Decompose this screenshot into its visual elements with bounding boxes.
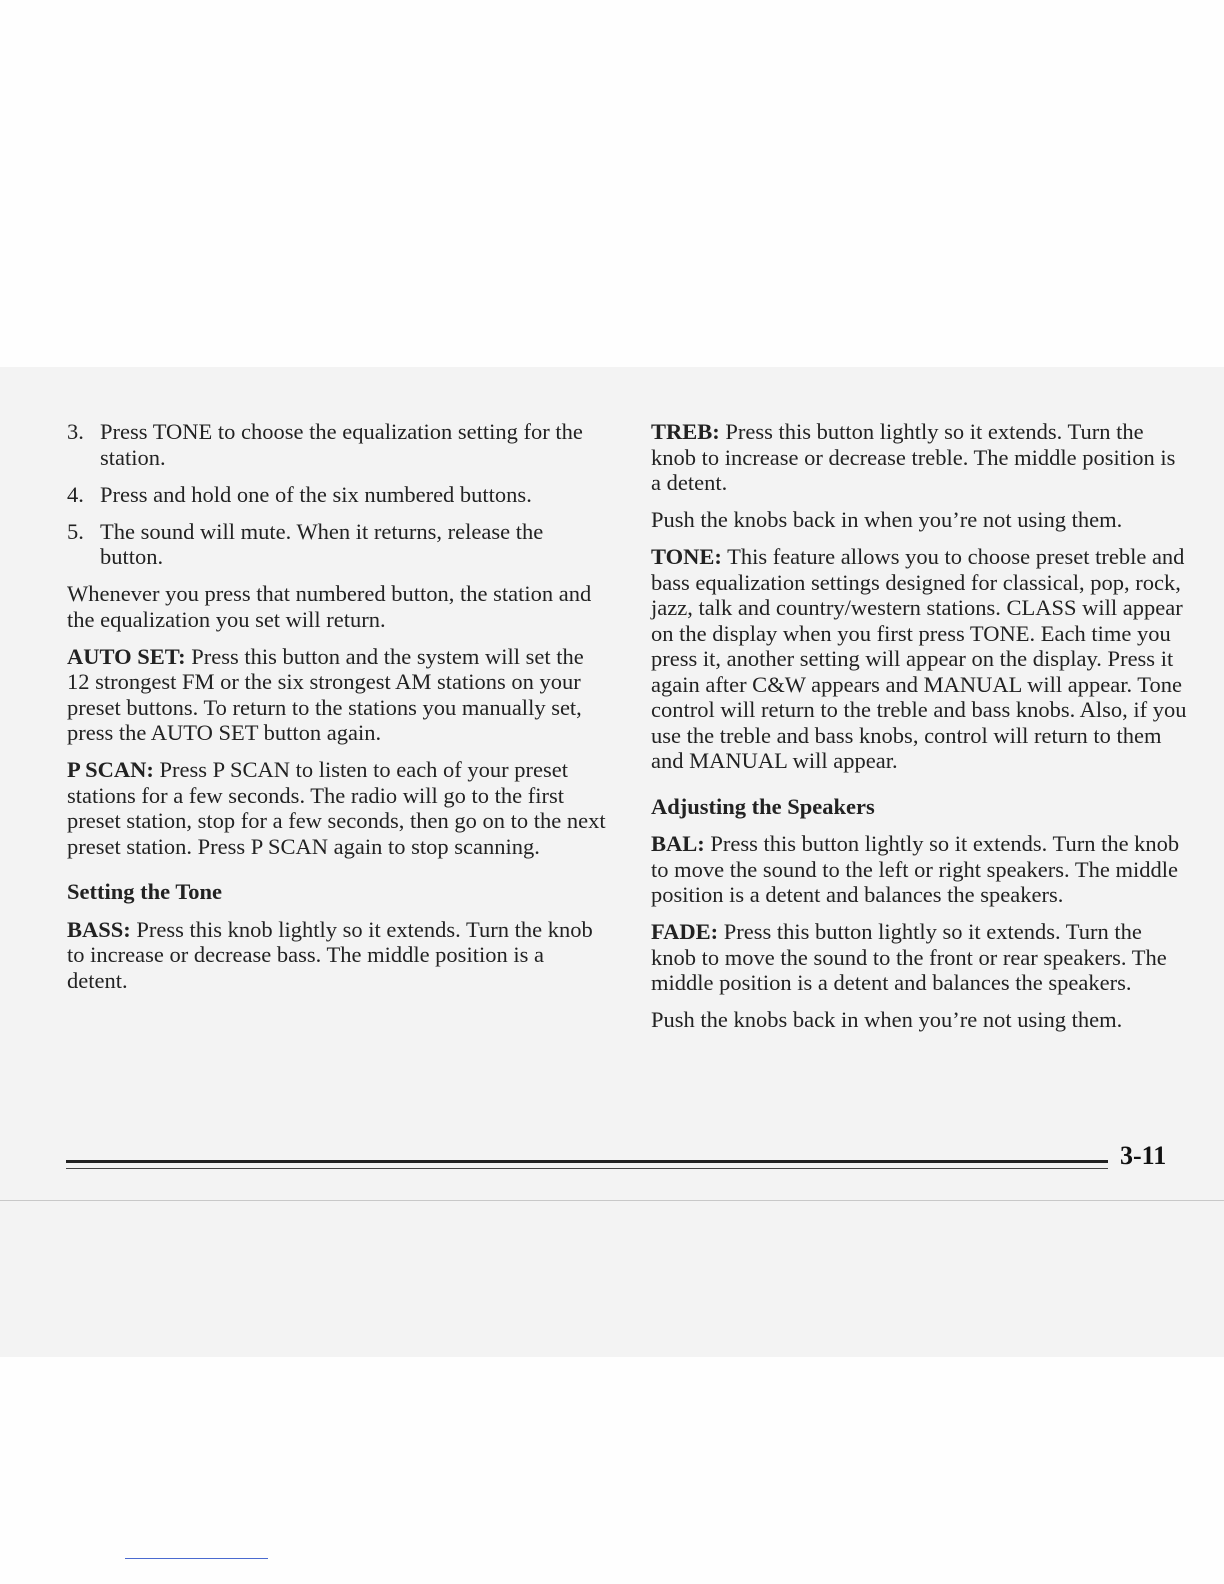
auto-set-term: AUTO SET:	[67, 643, 186, 669]
push-knobs-paragraph: Push the knobs back in when you’re not using them.	[651, 507, 1123, 532]
tone-term: TONE:	[651, 544, 722, 569]
bal-paragraph	[651, 831, 1191, 908]
step-text: Press TONE to choose the equalization setting for the station.	[100, 419, 583, 470]
p-scan-term: P SCAN:	[67, 757, 154, 782]
right-column	[651, 419, 1191, 1044]
fade-paragraph	[651, 919, 1191, 996]
treb-text: Press this button lightly so it extends. Turn the knob to increase or decrease treble. The middle position is a detent.	[651, 419, 1176, 495]
footer-rule-thick	[66, 1160, 1108, 1163]
setting-tone-heading: Setting the Tone	[67, 879, 223, 904]
bass-paragraph	[67, 917, 607, 994]
fade-text: Press this button lightly so it extends. Turn the knob to move the sound to the front or rear speakers. The middle position is a detent and balances the speakers.	[651, 919, 1167, 995]
bal-term: BAL:	[651, 831, 705, 856]
treb-paragraph	[651, 419, 1191, 496]
bass-text: Press this knob lightly so it extends. Turn the knob to increase or decrease bass. The middle position is a detent.	[67, 916, 593, 993]
step-text: Press and hold one of the six numbered buttons.	[100, 481, 532, 507]
bass-term: BASS:	[67, 916, 131, 942]
left-column	[67, 419, 607, 1005]
bal-text: Press this button lightly so it extends. Turn the knob to move the sound to the left or right speakers. The middle position is a detent and balances the speakers.	[651, 831, 1180, 907]
list-item	[67, 482, 607, 508]
tone-text: This feature allows you to choose preset treble and bass equalization settings designed for classical, pop, rock, jazz, talk and country/western stations. CLASS will appear on the display when you first press TONE. Each time you press it, another setting will appear on the display. Press it again after C&W appears and MANUAL will appear. Tone control will return to the treble and bass knobs. Also, if you use the treble and bass knobs, control will return to them and MANUAL will appear.	[651, 544, 1187, 773]
step-number: 4.	[67, 481, 84, 507]
list-item	[67, 419, 607, 470]
step-text: The sound will mute. When it returns, release the button.	[100, 518, 544, 569]
auto-set-paragraph	[67, 644, 607, 746]
auto-set-text: Press this button and the system will set the 12 strongest FM or the six strongest AM stations on your preset buttons. To return to the stations you manually set, press the AUTO SET button again.	[67, 643, 584, 745]
steps-list	[67, 419, 607, 570]
step-number: 5.	[67, 518, 84, 544]
page-edge-divider	[0, 1200, 1224, 1201]
list-item	[67, 519, 607, 570]
footer-rule-thin	[66, 1168, 1108, 1169]
link-underline-mark	[125, 1558, 268, 1559]
treb-term: TREB:	[651, 419, 720, 444]
step-number: 3.	[67, 419, 84, 444]
whenever-paragraph: Whenever you press that numbered button, the station and the equalization you set will return.	[67, 581, 592, 632]
fade-term: FADE:	[651, 919, 719, 944]
p-scan-paragraph	[67, 757, 607, 859]
tone-paragraph	[651, 544, 1191, 774]
page-number: 3-11	[1120, 1141, 1167, 1170]
adjusting-speakers-heading: Adjusting the Speakers	[651, 793, 875, 819]
p-scan-text: Press P SCAN to listen to each of your preset stations for a few seconds. The radio will go to the first preset station, stop for a few seconds, then go on to the next preset station. Press P SCAN again to stop scanning.	[67, 757, 606, 859]
push-knobs-paragraph-2: Push the knobs back in when you’re not using them.	[651, 1007, 1123, 1032]
